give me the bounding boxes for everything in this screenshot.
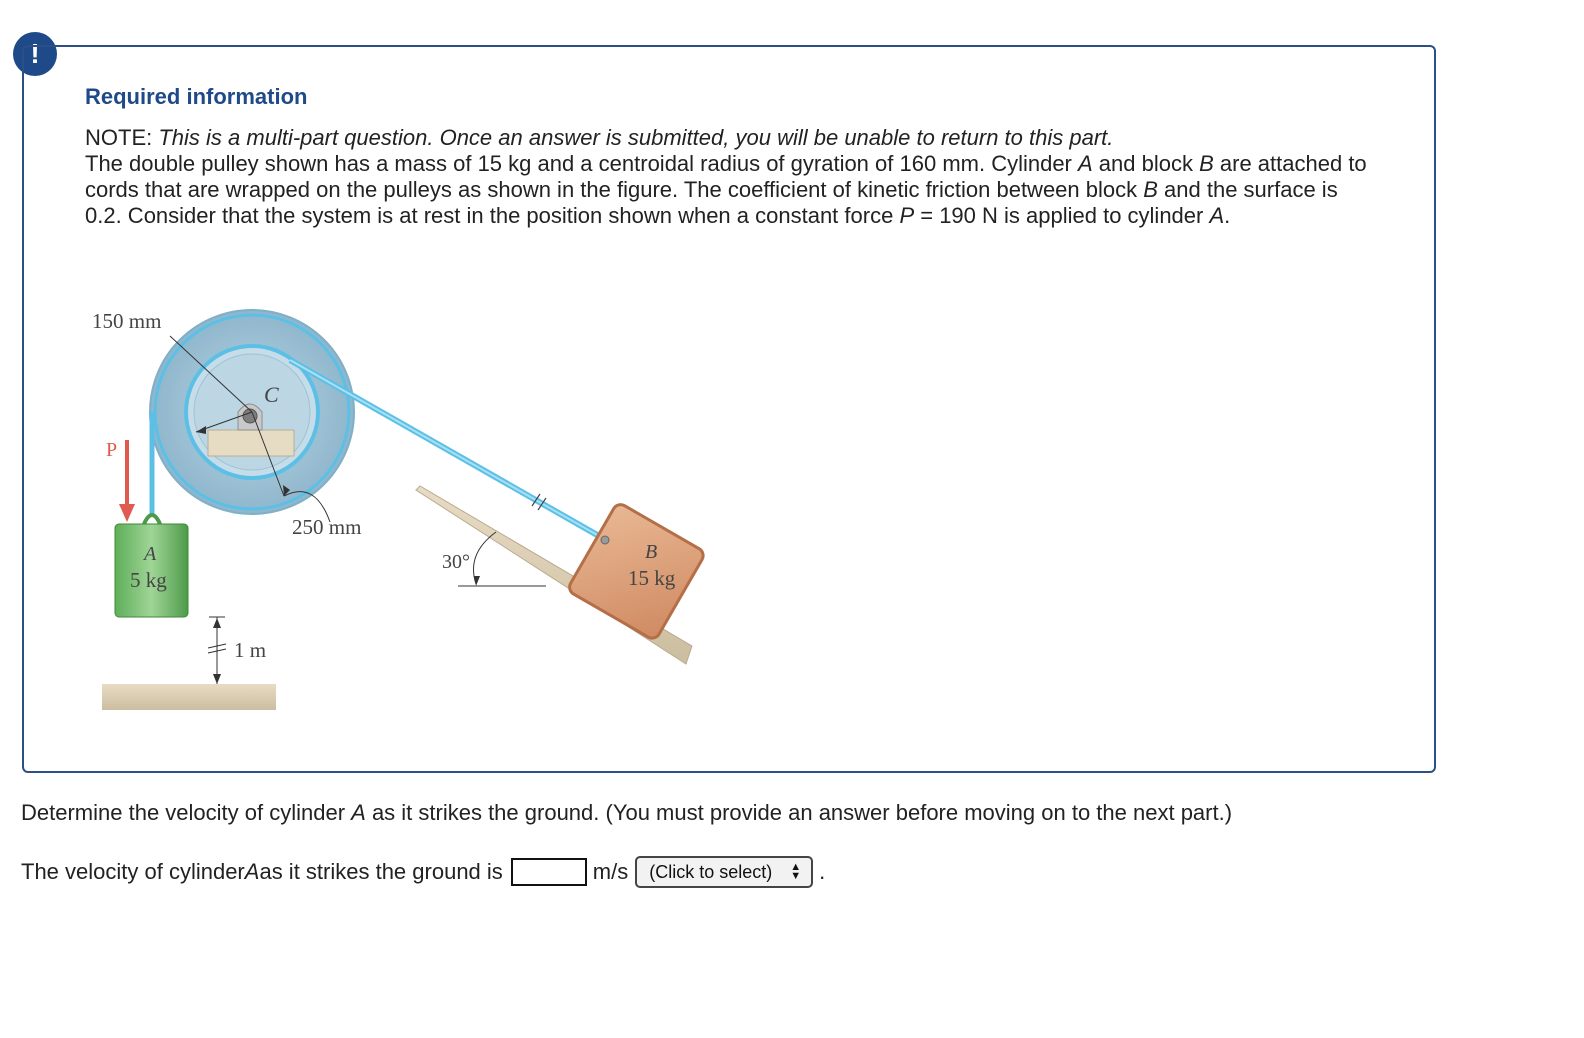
answer-cylinder-a: A <box>244 859 260 884</box>
select-dropdown[interactable] <box>635 856 813 888</box>
label-1m: 1 m <box>234 638 267 662</box>
alert-icon: ! <box>13 32 57 76</box>
answer-row <box>21 856 825 888</box>
block-b-name: B <box>645 541 658 563</box>
cylinder-a-mass: 5 kg <box>130 568 167 592</box>
note-line <box>85 125 1375 151</box>
required-info-title: Required information <box>85 84 308 109</box>
note-text: This is a multi-part question. Once an answer is submitted, you will be unable to return to this part. <box>158 125 1114 150</box>
ground-surface <box>102 684 276 710</box>
unit-label: m/s <box>592 859 629 884</box>
answer-suffix: as it strikes the ground is <box>259 859 503 884</box>
label-150mm: 150 mm <box>92 309 162 333</box>
velocity-input[interactable] <box>511 858 587 886</box>
pulley-figure <box>80 300 760 730</box>
block-b-mass: 15 kg <box>628 566 676 590</box>
cylinder-a-name: A <box>144 543 157 565</box>
note-label: NOTE: <box>85 125 153 150</box>
select-arrows-icon: ▲ ▼ <box>790 861 802 882</box>
answer-prefix: The velocity of cylinder <box>21 859 245 884</box>
label-30deg: 30° <box>442 551 470 573</box>
answer-period: . <box>819 859 826 884</box>
question-text: Determine the velocity of cylinder A as it strikes the ground. (You must provide an answer before moving on to the next part.) <box>21 800 1233 825</box>
problem-body: The double pulley shown has a mass of 15 kg and a centroidal radius of gyration of 160 mm. Cylinder A and block B are attached to cords that are wrapped on the pulleys as shown in the figure. The coefficient of kinetic friction between block B and the surface is 0.2. Consider that the system is at rest in the position shown when a constant force P = 190 N is applied to cylinder A. <box>85 151 1367 228</box>
label-p: P <box>106 439 118 461</box>
select-value: (Click to select) <box>649 861 773 882</box>
problem-statement <box>85 125 1375 229</box>
label-250mm: 250 mm <box>292 515 362 539</box>
support-base <box>208 430 294 456</box>
label-c: C <box>264 382 279 407</box>
